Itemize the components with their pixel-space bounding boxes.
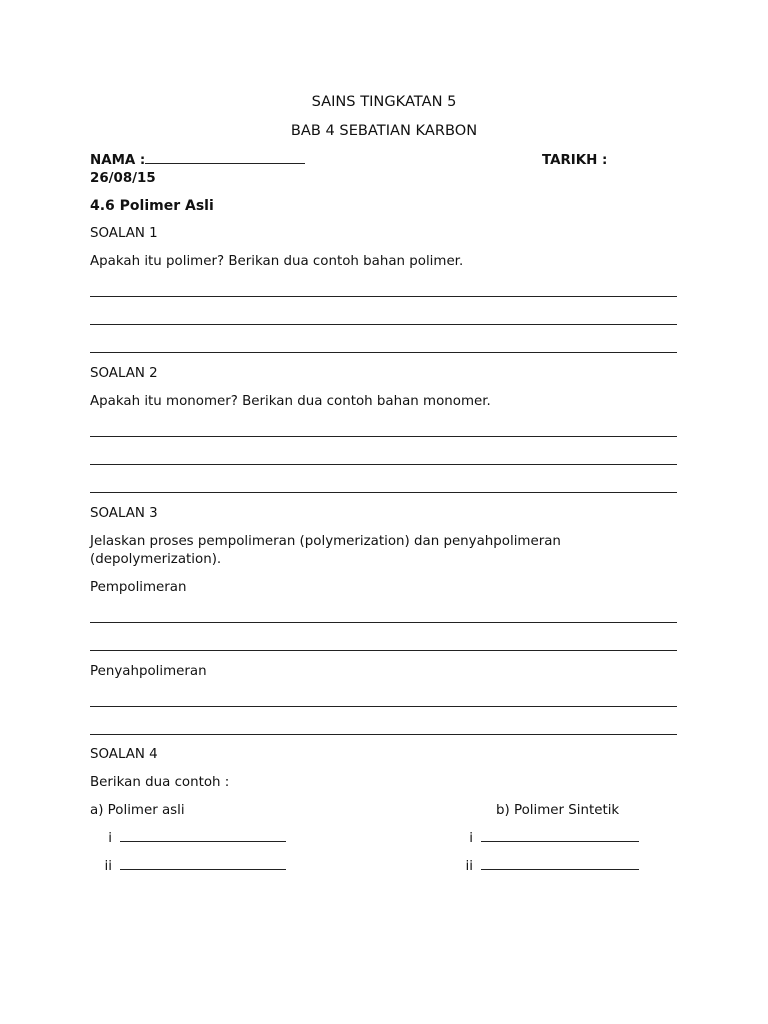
- q2-answer-line-1[interactable]: [90, 436, 677, 437]
- question-2-text: Apakah itu monomer? Berikan dua contoh bahan monomer.: [90, 394, 491, 409]
- question-4-text: Berikan dua contoh :: [90, 775, 230, 790]
- question-3-text-line-1: Jelaskan proses pempolimeran (polymerization) dan penyahpolimeran: [90, 534, 561, 549]
- q4-b-item-1-numeral: i: [469, 831, 473, 846]
- q1-answer-line-2[interactable]: [90, 324, 677, 325]
- q4-a-blank-1[interactable]: [120, 841, 286, 842]
- date-label: TARIKH :: [542, 153, 608, 168]
- q4-a-blank-2[interactable]: [120, 869, 286, 870]
- name-label: NAMA :: [90, 153, 146, 168]
- q4-b-item-2: [459, 858, 639, 876]
- q4-a-item-1-numeral: i: [108, 831, 112, 846]
- q3a-answer-line-1[interactable]: [90, 622, 677, 623]
- q1-answer-line-3[interactable]: [90, 352, 677, 353]
- question-4-label: SOALAN 4: [90, 747, 158, 762]
- question-3-text-line-2: (depolymerization).: [90, 552, 222, 567]
- name-blank[interactable]: [145, 163, 305, 164]
- q4-col-b-heading: b) Polimer Sintetik: [496, 803, 620, 818]
- q3a-answer-line-2[interactable]: [90, 650, 677, 651]
- worksheet-title: SAINS TINGKATAN 5: [311, 93, 457, 110]
- question-3-part-b-label: Penyahpolimeran: [90, 664, 207, 679]
- question-3-label: SOALAN 3: [90, 506, 158, 521]
- q4-b-item-1: [459, 830, 639, 848]
- section-heading: 4.6 Polimer Asli: [90, 198, 214, 214]
- q4-col-a-heading: a) Polimer asli: [90, 803, 185, 818]
- q4-b-item-2-numeral: ii: [465, 859, 473, 874]
- q2-answer-line-3[interactable]: [90, 492, 677, 493]
- question-1-text: Apakah itu polimer? Berikan dua contoh bahan polimer.: [90, 254, 464, 269]
- q3b-answer-line-1[interactable]: [90, 706, 677, 707]
- q4-b-blank-1[interactable]: [481, 841, 639, 842]
- chapter-title: BAB 4 SEBATIAN KARBON: [290, 122, 478, 139]
- question-3-part-a-label: Pempolimeran: [90, 580, 187, 595]
- date-value: 26/08/15: [90, 171, 156, 186]
- q4-a-item-2: [98, 858, 286, 876]
- question-1-label: SOALAN 1: [90, 226, 158, 241]
- q4-a-item-1: [98, 830, 286, 848]
- q1-answer-line-1[interactable]: [90, 296, 677, 297]
- q2-answer-line-2[interactable]: [90, 464, 677, 465]
- q4-a-item-2-numeral: ii: [104, 859, 112, 874]
- question-2-label: SOALAN 2: [90, 366, 158, 381]
- q4-b-blank-2[interactable]: [481, 869, 639, 870]
- name-row: [90, 152, 305, 170]
- q3b-answer-line-2[interactable]: [90, 734, 677, 735]
